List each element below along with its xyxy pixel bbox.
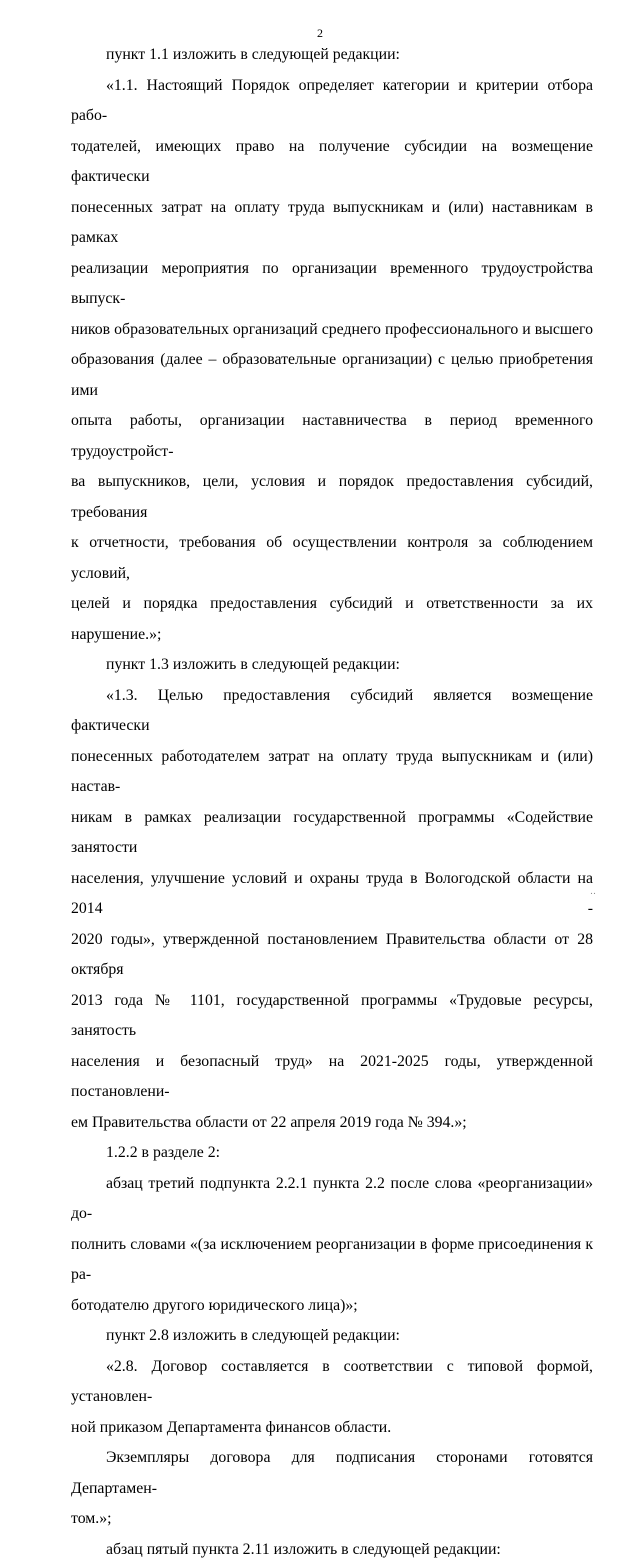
text-line: ной приказом Департамента финансов области. <box>71 1413 593 1444</box>
text-line: реализации мероприятия по организации временного трудоустройства выпуск- <box>71 254 593 315</box>
text-line: полнить словами «(за исключением реорганизации в форме присоединения к ра- <box>71 1230 593 1291</box>
text-line: целей и порядка предоставления субсидий и ответственности за их нарушение.»; <box>71 589 593 650</box>
text-line: населения, улучшение условий и охраны труда в Вологодской области на 2014 - <box>71 864 593 925</box>
text-line: образования (далее – образовательные организации) с целью приобретения ими <box>71 345 593 406</box>
text-line: 2013 года № 1101, государственной программы «Трудовые ресурсы, занятость <box>71 986 593 1047</box>
paragraph <box>71 1443 593 1535</box>
text-line: населения и безопасный труд» на 2021-2025 годы, утвержденной постановлени- <box>71 1047 593 1108</box>
paragraph <box>71 40 593 71</box>
paragraph <box>71 71 593 651</box>
text-line: понесенных затрат на оплату труда выпускникам и (или) наставникам в рамках <box>71 193 593 254</box>
paragraph <box>71 1352 593 1444</box>
page-number: 2 <box>0 26 640 41</box>
text-line: 2020 годы», утвержденной постановлением Правительства области от 28 октября <box>71 925 593 986</box>
text-line: к отчетности, требования об осуществлении контроля за соблюдением условий, <box>71 528 593 589</box>
text-line: абзац третий подпункта 2.2.1 пункта 2.2 после слова «реорганизации» до- <box>71 1169 593 1230</box>
text-line: ботодателю другого юридического лица)»; <box>71 1291 593 1322</box>
scan-mark: ‥ <box>590 886 596 897</box>
text-line: ва выпускников, цели, условия и порядок предоставления субсидий, требования <box>71 467 593 528</box>
text-line: ников образовательных организаций среднего профессионального и высшего <box>71 315 593 346</box>
paragraph <box>71 1535 593 1565</box>
text-line: том.»; <box>71 1504 593 1535</box>
text-line: абзац пятый пункта 2.11 изложить в следующей редакции: <box>71 1535 593 1565</box>
text-line: «1.1. Настоящий Порядок определяет категории и критерии отбора рабо- <box>71 71 593 132</box>
document-body <box>71 40 593 1565</box>
text-line: 1.2.2 в разделе 2: <box>71 1138 593 1169</box>
text-line: тодателей, имеющих право на получение субсидии на возмещение фактически <box>71 132 593 193</box>
paragraph <box>71 681 593 1139</box>
text-line: понесенных работодателем затрат на оплату труда выпускникам и (или) настав- <box>71 742 593 803</box>
text-line: «1.3. Целью предоставления субсидий является возмещение фактически <box>71 681 593 742</box>
text-line: ем Правительства области от 22 апреля 2019 года № 394.»; <box>71 1108 593 1139</box>
text-line: Экземпляры договора для подписания сторонами готовятся Департамен- <box>71 1443 593 1504</box>
paragraph <box>71 1169 593 1322</box>
text-line: пункт 1.1 изложить в следующей редакции: <box>71 40 593 71</box>
text-line: «2.8. Договор составляется в соответствии с типовой формой, установлен- <box>71 1352 593 1413</box>
text-line: никам в рамках реализации государственной программы «Содействие занятости <box>71 803 593 864</box>
text-line: пункт 1.3 изложить в следующей редакции: <box>71 650 593 681</box>
text-line: пункт 2.8 изложить в следующей редакции: <box>71 1321 593 1352</box>
text-line: опыта работы, организации наставничества в период временного трудоустройст- <box>71 406 593 467</box>
paragraph <box>71 650 593 681</box>
paragraph <box>71 1138 593 1169</box>
paragraph <box>71 1321 593 1352</box>
